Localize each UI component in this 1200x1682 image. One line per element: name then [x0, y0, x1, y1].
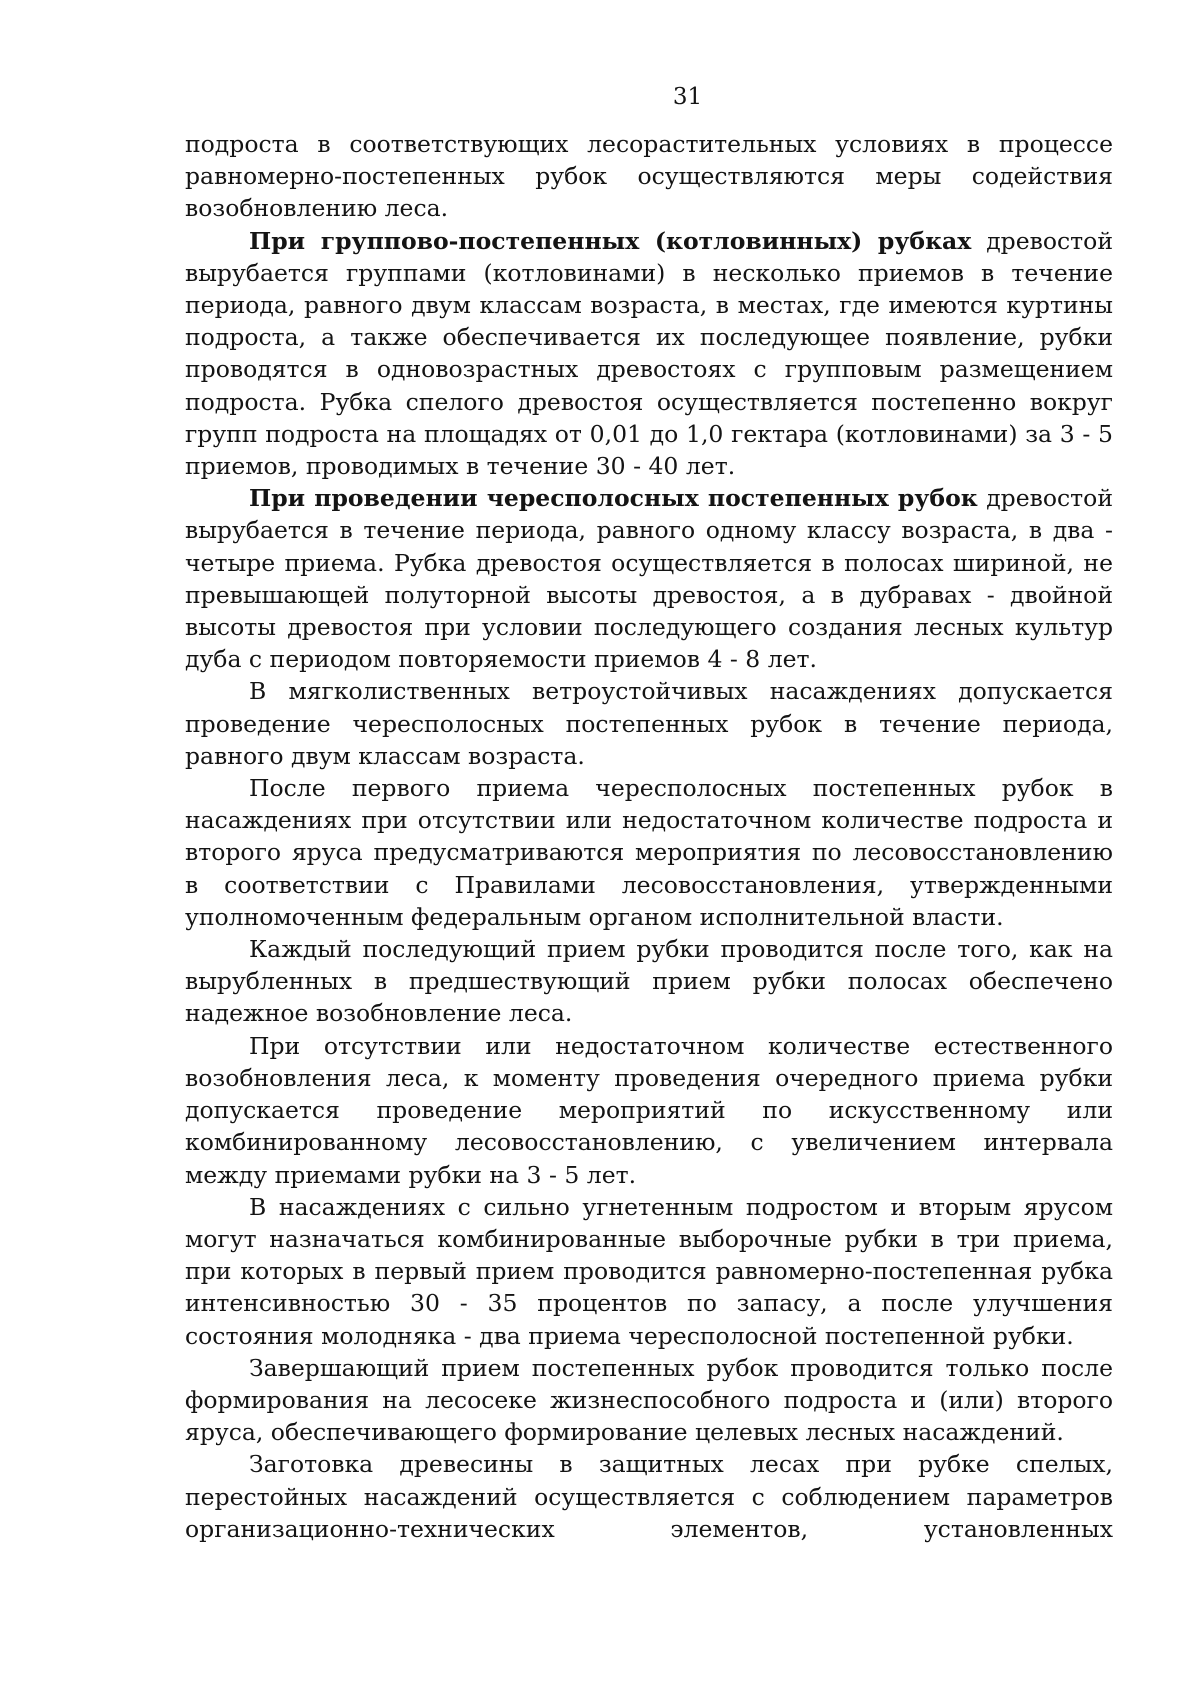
- paragraph-9: [185, 1352, 1113, 1449]
- page-number: 31: [672, 84, 703, 110]
- paragraph-text: Каждый последующий прием рубки проводится после того, как на вырубленных в предшествующий прием рубки полосах обеспечено надежное возобновление леса.: [185, 935, 1113, 1028]
- paragraph-text: подроста в соответствующих лесорастительных условиях в процессе равномерно-постепенных рубок осуществляются меры содействия возобновлению леса.: [185, 130, 1113, 223]
- paragraph-text: Завершающий прием постепенных рубок проводится только после формирования на лесосеке жизнеспособного подроста и (или) второго яруса, обеспечивающего формирование целевых лесных насаждений.: [185, 1353, 1113, 1447]
- paragraph-text: древостой вырубается группами (котловинами) в несколько приемов в течение периода, равного двум классам возраста, в местах, где имеются куртины подроста, а также обеспечивается их последующее появление, рубки проводятся в одновозрастных древостоях с групповым размещением подроста. Рубка спелого древостоя осуществляется постепенно вокруг групп подроста на площадях от 0,01 до 1,0 гектара (котловинами) за 3 - 5 приемов, проводимых в течение 30 - 40 лет.: [185, 226, 1113, 481]
- paragraph-6: [185, 933, 1113, 1030]
- paragraph-text: Заготовка древесины в защитных лесах при рубке спелых, перестойных насаждений осуществляется с соблюдением параметров организационно-технических элементов, установленных: [185, 1450, 1113, 1543]
- paragraph-bold-heading: При группово-постепенных (котловинных) рубках: [249, 226, 972, 255]
- paragraph-5: [185, 772, 1113, 933]
- paragraph-text: При отсутствии или недостаточном количестве естественного возобновления леса, к моменту проведения очередного приема рубки допускается проведение мероприятий по искусственному или комбинированному лесовосстановлению, с увеличением интервала между приемами рубки на 3 - 5 лет.: [185, 1031, 1113, 1189]
- paragraph-7: [185, 1030, 1113, 1191]
- paragraph-1: [185, 128, 1113, 225]
- paragraph-text: После первого приема чересполосных постепенных рубок в насаждениях при отсутствии или недостаточном количестве подроста и второго яруса предусматриваются мероприятия по лесовосстановлению в соответствии с Правилами лесовосстановления, утвержденными уполномоченным федеральным органом исполнительной власти.: [185, 774, 1113, 931]
- paragraph-text: В насаждениях с сильно угнетенным подростом и вторым ярусом могут назначаться комбинированные выборочные рубки в три приема, при которых в первый прием проводится равномерно-постепенная рубка интенсивностью 30 - 35 процентов по запасу, а после улучшения состояния молодняка - два приема чересполосной постепенной рубки.: [185, 1192, 1113, 1350]
- paragraph-8: [185, 1191, 1113, 1352]
- paragraph-bold-heading: При проведении чересполосных постепенных рубок: [249, 484, 978, 513]
- document-body: [185, 128, 1113, 1545]
- paragraph-4: [185, 675, 1113, 772]
- paragraph-10: [185, 1448, 1113, 1545]
- paragraph-3: [185, 482, 1113, 675]
- paragraph-text: В мягколиственных ветроустойчивых насаждениях допускается проведение чересполосных постепенных рубок в течение периода, равного двум классам возраста.: [185, 677, 1113, 770]
- paragraph-2: [185, 225, 1113, 483]
- paragraph-text: древостой вырубается в течение периода, равного одному классу возраста, в два - четыре приема. Рубка древостоя осуществляется в полосах шириной, не превышающей полуторной высоты древостоя, а в дубравах - двойной высоты древостоя при условии последующего создания лесных культур дуба с периодом повторяемости приемов 4 - 8 лет.: [185, 484, 1113, 674]
